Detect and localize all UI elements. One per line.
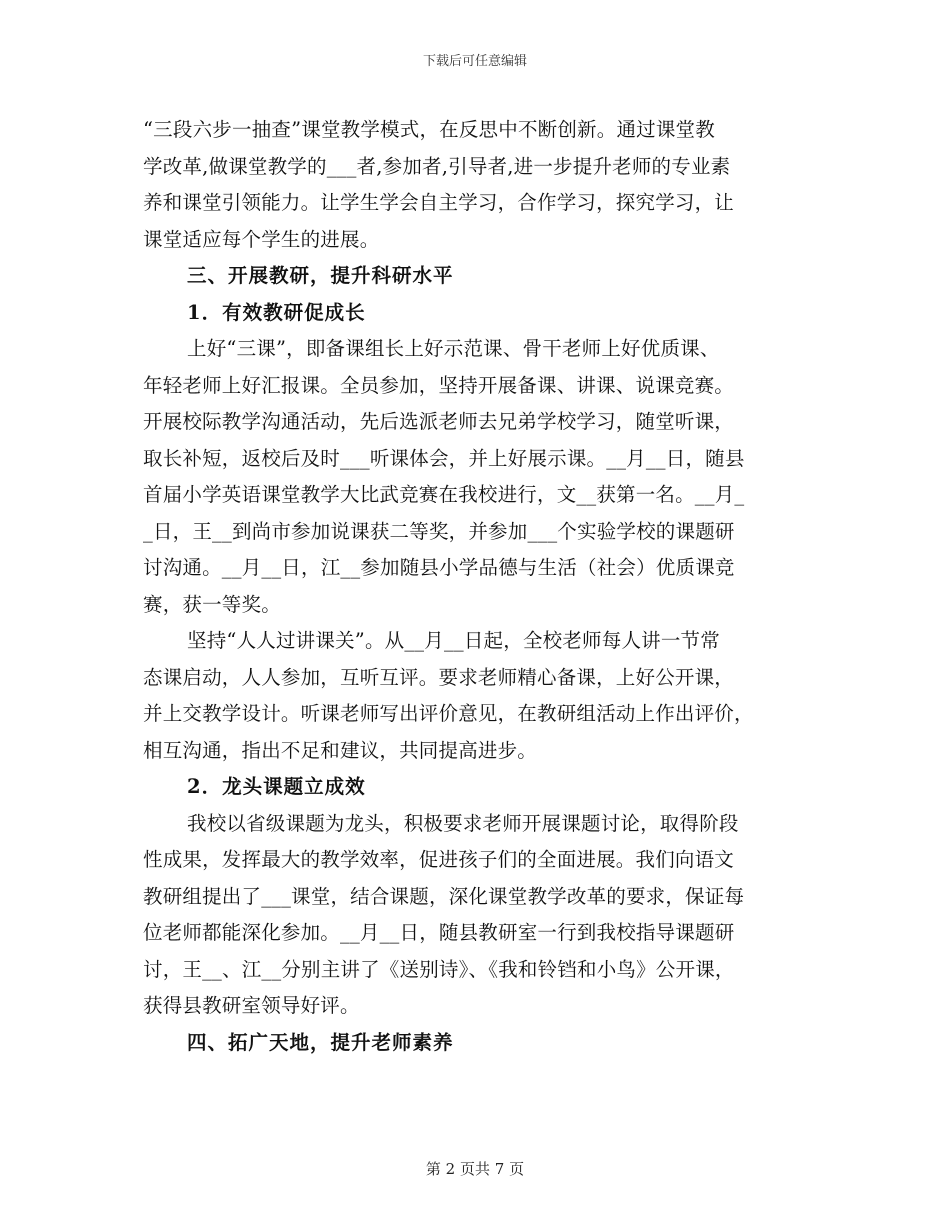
text-line: 讨，王__、江__分别主讲了《送别诗》、《我和铃铛和小鸟》公开课，	[143, 957, 735, 981]
section-heading: 三、开展教研，提升科研水平	[187, 264, 454, 287]
text-line: 首届小学英语课堂教学大比武竞赛在我校进行，文__获第一名。__月_	[143, 483, 745, 506]
text-line: 获得县教研室领导好评。	[143, 994, 360, 1017]
subsection-heading: 2．龙头课题立成效	[187, 775, 366, 798]
text-line: 讨沟通。__月__日，江__参加随县小学品德与生活（社会）优质课竞	[143, 556, 735, 579]
text-line: 课堂适应每个学生的进展。	[143, 227, 380, 251]
text-line: 取长补短，返校后及时___听课体会，并上好展示课。__月__日，随县	[143, 446, 745, 470]
section-heading: 四、拓广天地，提升老师素养	[187, 1030, 454, 1054]
text-line: 位老师都能深化参加。__月__日，随县教研室一行到我校指导课题研	[143, 921, 735, 944]
text-line: 并上交教学设计。听课老师写出评价意见，在教研组活动上作出评价，	[143, 702, 754, 725]
text-line: _日，王__到尚市参加说课获二等奖，并参加___个实验学校的课题研	[143, 519, 735, 543]
text-line: 教研组提出了___课堂，结合课题，深化课堂教学改革的要求，保证每	[143, 884, 745, 908]
document-body	[143, 112, 803, 1061]
page-footer: 第 2 页共 7 页	[425, 1160, 525, 1178]
text-line: 态课启动，人人参加，互听互评。要求老师精心备课，上好公开课，	[143, 665, 735, 689]
text-line: 开展校际教学沟通活动，先后选派老师去兄弟学校学习，随堂听课，	[143, 410, 735, 433]
text-line: 养和课堂引领能力。让学生学会自主学习，合作学习，探究学习，让	[143, 191, 735, 214]
text-line: “三段六步一抽查”课堂教学模式，在反思中不断创新。通过课堂教	[143, 118, 715, 141]
text-line: 相互沟通，指出不足和建议，共同提高进步。	[143, 738, 538, 762]
text-line: 学改革,做课堂教学的___者,参加者,引导者,进一步提升老师的专业素	[143, 154, 731, 178]
text-line: 年轻老师上好汇报课。全员参加，坚持开展备课、讲课、说课竞赛。	[143, 373, 735, 397]
text-line: 我校以省级课题为龙头，积极要求老师开展课题讨论，取得阶段	[187, 811, 739, 835]
text-line: 坚持“人人过讲课关”。从__月__日起，全校老师每人讲一节常	[187, 629, 720, 652]
text-line: 上好“三课”，即备课组长上好示范课、骨干老师上好优质课、	[187, 337, 720, 360]
subsection-heading: 1．有效教研促成长	[187, 300, 366, 324]
page-header: 下载后可任意编辑	[422, 54, 527, 69]
text-line: 性成果，发挥最大的教学效率，促进孩子们的全面进展。我们向语文	[143, 848, 735, 871]
text-line: 赛，获一等奖。	[143, 592, 281, 616]
